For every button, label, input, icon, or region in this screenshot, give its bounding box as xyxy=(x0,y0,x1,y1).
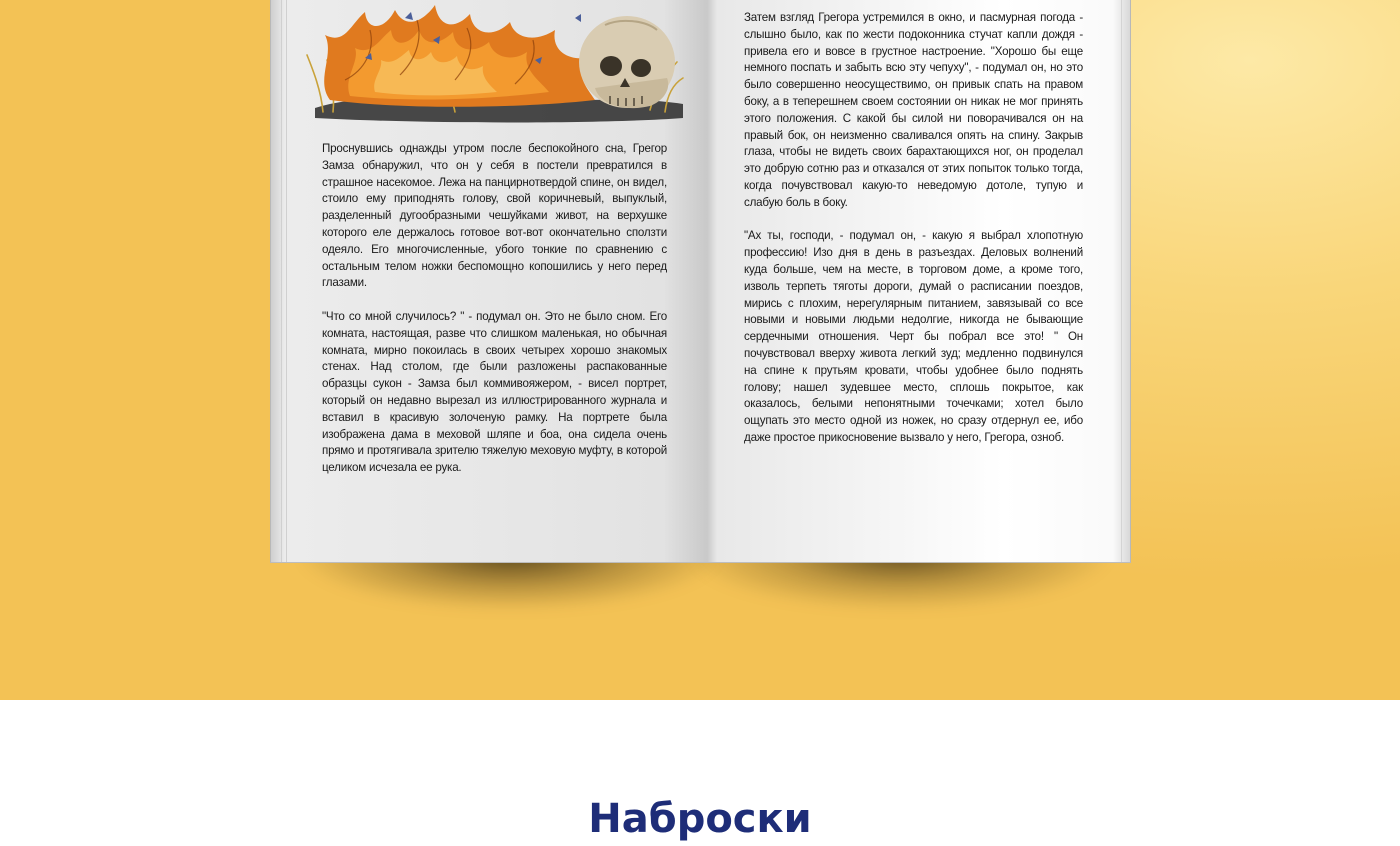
right-page-text xyxy=(744,10,1083,464)
left-page-text xyxy=(322,141,667,494)
right-paragraph-2: "Ах ты, господи, - подумал он, - какую я выбрал хлопотную профессию! Изо дня в день в разъездах. Деловых волнений куда больше, чем на месте, в торговом доме, а кроме того, изволь терпеть тяготы дороги, думай о расписании поездов, мирись с плохим, нерегулярным питанием, завязывай со все новыми и новыми людьми недолгие, никогда не бывающие сердечными отношения. Черт бы побрал все это! " Он почувствовал вверху живота легкий зуд; медленно подвинулся на спине к прутьям кровати, чтобы удобнее было поднять голову; нашел зудевшее место, сплошь покрытое, как оказалось, белыми непонятными точечками; хотел было ощупать это место одной из ножек, но сразу отдернул ее, ибо даже простое прикосновение вызвало у него, Грегора, озноб. xyxy=(744,229,1083,444)
left-paragraph-1: Проснувшись однажды утром после беспокойного сна, Грегор Замза обнаружил, что он у себя в постели превратился в страшное насекомое. Лежа на панцирнотвердой спине, он видел, стоило ему приподнять голову, свой коричневый, выпуклый, разделенный дугообразными чешуйками живот, на верхушке которого еле держалось готовое вот-вот окончательно сползти одеяло. Его многочисленные, убого тонкие по сравнению с остальным телом ножки беспомощно копошились у него перед глазами. xyxy=(322,142,667,290)
section-heading: Наброски xyxy=(588,796,812,842)
right-paragraph-1: Затем взгляд Грегора устремился в окно, и пасмурная погода - слышно было, как по жести подоконника стучат капли дождя - привела его и вовсе в грустное настроение. "Хорошо бы еще немного поспать и забыть всю эту чепуху", - подумал он, но это было совершенно неосуществимо, он привык спать на правом боку, а в теперешнем своем состоянии он никак не мог принять этого положения. С какой бы силой ни поворачивался он на правый бок, он неизменно сваливался опять на спину. Закрыв глаза, чтобы не видеть своих барахтающихся ног, он проделал это добрую сотню раз и отказался от этих попыток только тогда, когда почувствовал какую-то неведомую дотоле, тупую и слабую боль в боку. xyxy=(744,11,1083,209)
flame-skull-illustration xyxy=(305,0,685,125)
left-paragraph-2: "Что со мной случилось? " - подумал он. Это не было сном. Его комната, настоящая, разве что слишком маленькая, но обычная комната, мирно покоилась в своих четырех хорошо знакомых стенах. Над столом, где были разложены распакованные образцы сукон - Замза был коммивояжером, - висел портрет, который он недавно вырезал из иллюстрированного журнала и вставил в красивую золоченую рамку. На портрете была изображена дама в меховой шляпе и боа, она сидела очень прямо и протягивала зрителю тяжелую меховую муфту, в которой целиком исчезала ее рука. xyxy=(322,309,667,475)
